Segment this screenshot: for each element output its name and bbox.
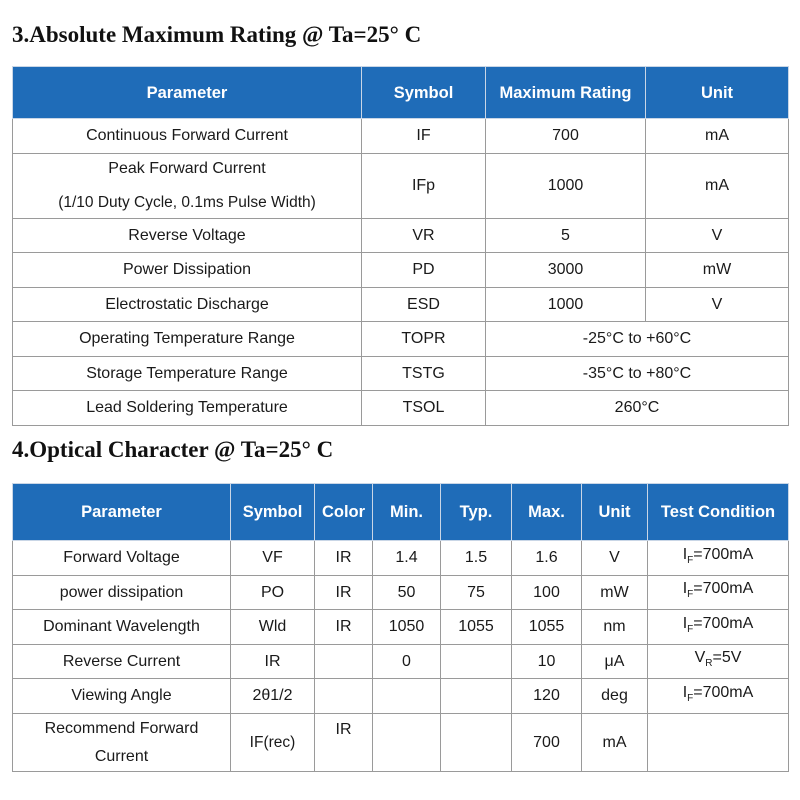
unit-cell: mA bbox=[646, 119, 789, 154]
column-header: Min. bbox=[373, 484, 441, 541]
symbol-cell: VR bbox=[362, 219, 486, 253]
symbol-cell: 2θ1/2 bbox=[231, 679, 315, 714]
table-row bbox=[13, 391, 789, 426]
symbol-cell: IFp bbox=[362, 154, 486, 219]
min-cell: 1.4 bbox=[373, 541, 441, 576]
parameter-cell: Viewing Angle bbox=[13, 679, 231, 714]
table-row bbox=[13, 610, 789, 645]
min-cell bbox=[373, 714, 441, 772]
rating-cell: 260°C bbox=[486, 391, 789, 426]
parameter-cell bbox=[13, 154, 362, 219]
parameter-note: (1/10 Duty Cycle, 0.1ms Pulse Width) bbox=[58, 194, 316, 211]
rating-cell: -35°C to +80°C bbox=[486, 357, 789, 391]
table-row bbox=[13, 219, 789, 253]
color-cell: IR bbox=[315, 714, 373, 772]
max-cell: 10 bbox=[512, 645, 582, 679]
table-row bbox=[13, 322, 789, 357]
condition-text: $I_F=700mA$ bbox=[682, 545, 754, 567]
parameter-cell: Dominant Wavelength bbox=[13, 610, 231, 645]
max-cell: 700 bbox=[512, 714, 582, 772]
column-header: Test Condition bbox=[648, 484, 789, 541]
section-4-title: 4.Optical Character @ Ta=25° C bbox=[12, 437, 334, 462]
symbol-cell: TOPR bbox=[362, 322, 486, 357]
typ-cell: 75 bbox=[441, 576, 512, 610]
parameter-text-line2: Current bbox=[94, 747, 149, 765]
table-row bbox=[13, 714, 789, 772]
condition-cell bbox=[648, 645, 789, 679]
typ-cell: 1055 bbox=[441, 610, 512, 645]
table-row bbox=[13, 576, 789, 610]
condition-text: $V_R=5V$ bbox=[694, 649, 742, 670]
unit-cell: mA bbox=[582, 714, 648, 772]
min-cell: 0 bbox=[373, 645, 441, 679]
symbol-cell: VF bbox=[231, 541, 315, 576]
unit-cell: nm bbox=[582, 610, 648, 645]
rating-cell: -25°C to +60°C bbox=[486, 322, 789, 357]
symbol-cell: PD bbox=[362, 253, 486, 288]
symbol-cell: PO bbox=[231, 576, 315, 610]
rating-cell: 3000 bbox=[486, 253, 646, 288]
table-row bbox=[13, 253, 789, 288]
color-cell bbox=[315, 679, 373, 714]
section-3-title: 3.Absolute Maximum Rating @ Ta=25° C bbox=[12, 22, 422, 47]
unit-cell: μA bbox=[582, 645, 648, 679]
symbol-cell: TSOL bbox=[362, 391, 486, 426]
min-cell: 50 bbox=[373, 576, 441, 610]
rating-cell: 1000 bbox=[486, 288, 646, 322]
parameter-text: Peak Forward Current bbox=[108, 160, 266, 177]
symbol-cell: IR bbox=[231, 645, 315, 679]
min-cell: 1050 bbox=[373, 610, 441, 645]
parameter-cell: Forward Voltage bbox=[13, 541, 231, 576]
parameter-cell: Reverse Current bbox=[13, 645, 231, 679]
condition-cell bbox=[648, 610, 789, 645]
color-cell: IR bbox=[315, 576, 373, 610]
condition-text: $I_F=700mA$ bbox=[682, 580, 754, 601]
parameter-cell: Electrostatic Discharge bbox=[13, 288, 362, 322]
parameter-cell bbox=[13, 714, 231, 772]
condition-text: $I_F=700mA$ bbox=[682, 683, 754, 705]
parameter-cell: Continuous Forward Current bbox=[13, 119, 362, 154]
column-header: Unit bbox=[646, 67, 789, 119]
max-cell: 1.6 bbox=[512, 541, 582, 576]
color-cell: IR bbox=[315, 610, 373, 645]
table-row bbox=[13, 541, 789, 576]
parameter-cell: Reverse Voltage bbox=[13, 219, 362, 253]
max-cell: 1055 bbox=[512, 610, 582, 645]
color-cell bbox=[315, 645, 373, 679]
parameter-cell: power dissipation bbox=[13, 576, 231, 610]
column-header: Parameter bbox=[13, 67, 362, 119]
table-row bbox=[13, 645, 789, 679]
column-header: Max. bbox=[512, 484, 582, 541]
condition-cell bbox=[648, 679, 789, 714]
rating-cell: 1000 bbox=[486, 154, 646, 219]
typ-cell bbox=[441, 679, 512, 714]
parameter-cell: Operating Temperature Range bbox=[13, 322, 362, 357]
column-header: Typ. bbox=[441, 484, 512, 541]
absolute-maximum-rating-table bbox=[12, 66, 789, 426]
condition-cell bbox=[648, 541, 789, 576]
table-row bbox=[13, 357, 789, 391]
typ-cell bbox=[441, 714, 512, 772]
parameter-cell: Storage Temperature Range bbox=[13, 357, 362, 391]
column-header: Symbol bbox=[362, 67, 486, 119]
table-row bbox=[13, 154, 789, 219]
typ-cell bbox=[441, 645, 512, 679]
symbol-cell: Wld bbox=[231, 610, 315, 645]
unit-cell: V bbox=[582, 541, 648, 576]
typ-cell: 1.5 bbox=[441, 541, 512, 576]
column-header: Unit bbox=[582, 484, 648, 541]
parameter-cell: Power Dissipation bbox=[13, 253, 362, 288]
symbol-cell: TSTG bbox=[362, 357, 486, 391]
rating-cell: 700 bbox=[486, 119, 646, 154]
column-header: Maximum Rating bbox=[486, 67, 646, 119]
column-header: Color bbox=[315, 484, 373, 541]
table-row bbox=[13, 679, 789, 714]
condition-text: $I_F=700mA$ bbox=[682, 614, 754, 636]
unit-cell: mW bbox=[582, 576, 648, 610]
optical-character-table bbox=[12, 483, 789, 772]
max-cell: 100 bbox=[512, 576, 582, 610]
unit-cell: deg bbox=[582, 679, 648, 714]
table-header-row bbox=[13, 484, 789, 541]
min-cell bbox=[373, 679, 441, 714]
table-row bbox=[13, 119, 789, 154]
unit-cell: V bbox=[646, 288, 789, 322]
table-header-row bbox=[13, 67, 789, 119]
column-header: Parameter bbox=[13, 484, 231, 541]
unit-cell: mA bbox=[646, 154, 789, 219]
color-cell: IR bbox=[315, 541, 373, 576]
symbol-cell: IF bbox=[362, 119, 486, 154]
table-row bbox=[13, 288, 789, 322]
condition-cell bbox=[648, 576, 789, 610]
parameter-text: Recommend Forward bbox=[44, 719, 199, 737]
unit-cell: mW bbox=[646, 253, 789, 288]
parameter-cell: Lead Soldering Temperature bbox=[13, 391, 362, 426]
symbol-cell: ESD bbox=[362, 288, 486, 322]
column-header: Symbol bbox=[231, 484, 315, 541]
max-cell: 120 bbox=[512, 679, 582, 714]
symbol-cell: IF(rec) bbox=[231, 714, 315, 772]
rating-cell: 5 bbox=[486, 219, 646, 253]
condition-cell bbox=[648, 714, 789, 772]
unit-cell: V bbox=[646, 219, 789, 253]
